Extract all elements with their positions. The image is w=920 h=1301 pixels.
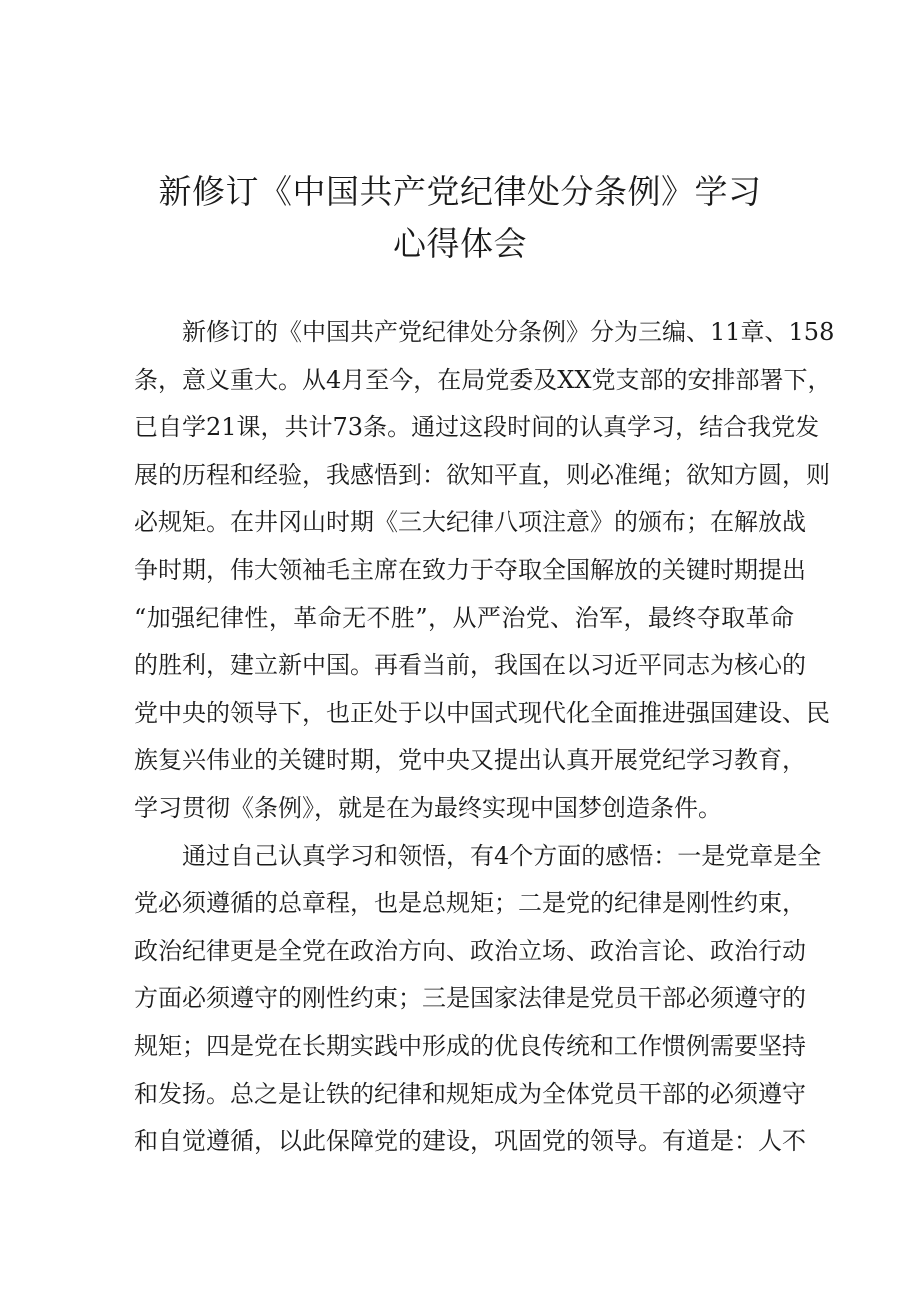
text-line: 展的历程和经验，我感悟到：欲知平直，则必准绳；欲知方圆，则 [134,460,830,489]
text-line: 和自觉遵循，以此保障党的建设，巩固党的领导。有道是：人不 [134,1127,806,1156]
title-line-1: 新修订《中国共产党纪律处分条例》学习 [158,172,762,211]
text-line: 方面必须遵守的刚性约束；三是国家法律是党员干部必须遵守的 [134,984,806,1013]
text-line: 政治纪律更是全党在政治方向、政治立场、政治言论、政治行动 [134,936,806,965]
text-line: “加强纪律性，革命无不胜”，从严治党、治军，最终夺取革命 [134,603,794,632]
text-line: 通过自己认真学习和领悟，有4个方面的感悟：一是党章是全 [182,841,822,870]
text-line: 党必须遵循的总章程，也是总规矩；二是党的纪律是刚性约束， [134,889,806,918]
text-line: 学习贯彻《条例》，就是在为最终实现中国梦创造条件。 [134,793,722,822]
text-line: 条，意义重大。从4月至今，在局党委及XX党支部的安排部署下， [134,365,832,394]
text-line: 和发扬。总之是让铁的纪律和规矩成为全体党员干部的必须遵守 [134,1079,806,1108]
document-title [90,166,830,270]
text-line: 必规矩。在井冈山时期《三大纪律八项注意》的颁布；在解放战 [134,508,806,537]
text-line: 党中央的领导下，也正处于以中国式现代化全面推进强国建设、民 [134,698,830,727]
text-line: 已自学21课，共计73条。通过这段时间的认真学习，结合我党发 [134,413,820,442]
text-line: 的胜利，建立新中国。再看当前，我国在以习近平同志为核心的 [134,651,806,680]
document-body [134,309,835,1166]
text-line: 新修订的《中国共产党纪律处分条例》分为三编、11章、158 [182,318,835,346]
paragraph-2 [134,833,822,1166]
text-line: 规矩；四是党在长期实践中形成的优良传统和工作惯例需要坚持 [134,1031,806,1060]
title-line-2: 心得体会 [393,224,527,263]
paragraph-1 [134,309,835,833]
text-line: 争时期，伟大领袖毛主席在致力于夺取全国解放的关键时期提出 [134,555,806,584]
text-line: 族复兴伟业的关键时期，党中央又提出认真开展党纪学习教育， [134,746,806,775]
